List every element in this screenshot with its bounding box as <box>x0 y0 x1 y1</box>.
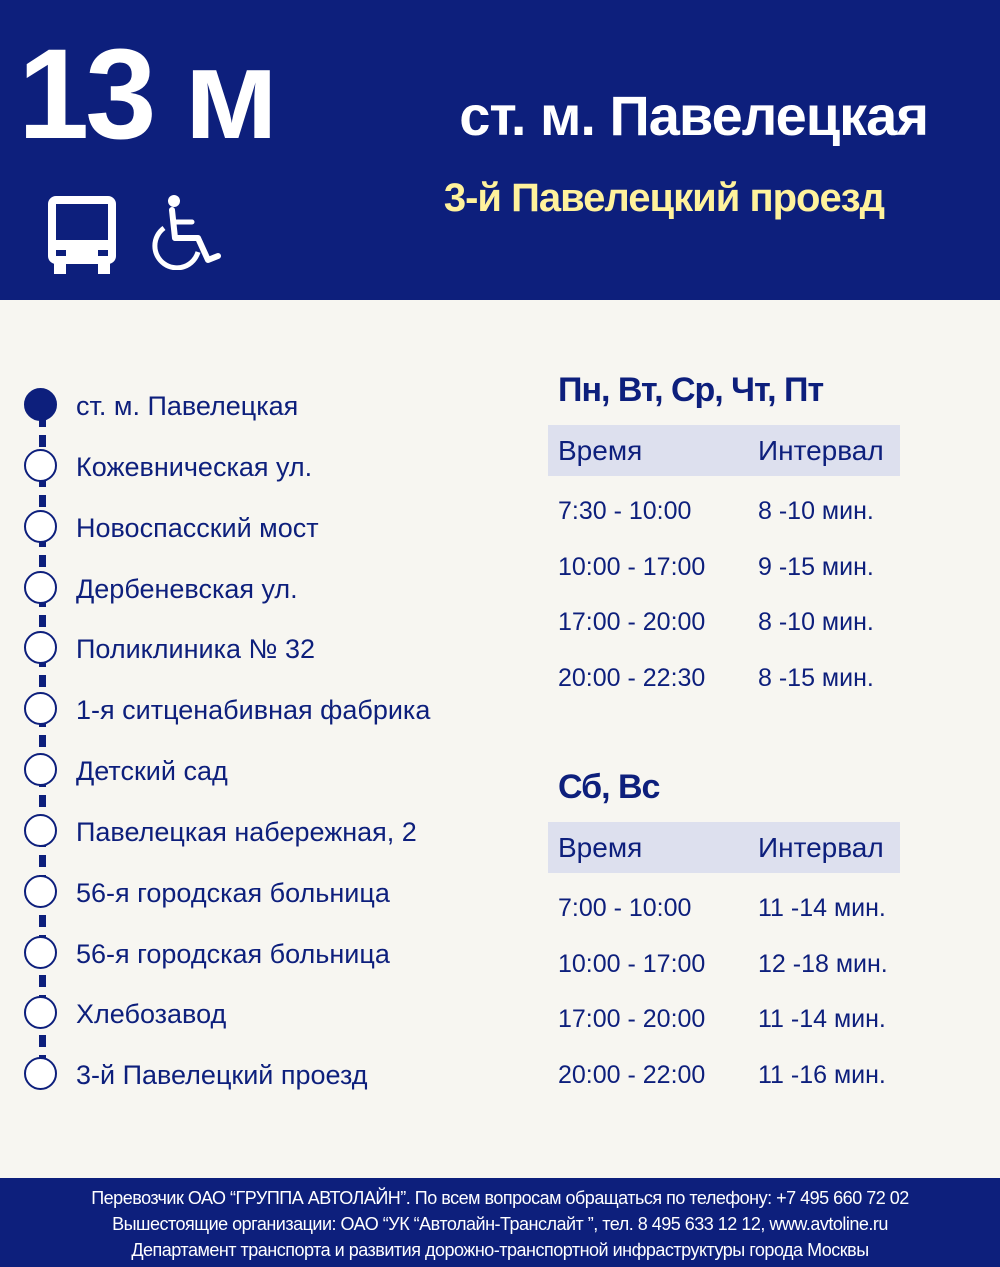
time-cell: 20:00 - 22:30 <box>558 663 706 692</box>
stop-list <box>0 360 520 1120</box>
interval-cell: 9 -15 мин. <box>758 552 874 581</box>
stop-item <box>0 375 520 421</box>
time-cell: 20:00 - 22:00 <box>558 1060 706 1089</box>
schedule-row <box>548 587 900 643</box>
interval-cell: 11 -14 мин. <box>758 1005 886 1033</box>
stop-name: Детский сад <box>76 756 228 786</box>
schedule-title: Сб, Вс <box>558 768 660 806</box>
stop-item <box>0 740 520 786</box>
stop-name: Павелецкая набережная, 2 <box>76 817 417 847</box>
stop-item <box>0 497 520 543</box>
interval-cell: 11 -16 мин. <box>758 1060 886 1089</box>
schedule-title: Пн, Вт, Ср, Чт, Пт <box>558 371 824 409</box>
time-cell: 17:00 - 20:00 <box>558 608 706 636</box>
schedule-row <box>548 984 900 1040</box>
stop-name: Поликлиника № 32 <box>76 634 316 664</box>
interval-cell: 11 -14 мин. <box>758 894 886 922</box>
stop-marker <box>24 571 57 604</box>
interval-cell: 12 -18 мин. <box>758 949 888 978</box>
stop-marker <box>24 996 57 1029</box>
parent-organizations: Вышестоящие организации: ОАО “УК “Автолайн-Транслайт ”, тел. 8 495 633 12 12, www.avtoline.ru <box>112 1214 888 1234</box>
schedule-row <box>548 873 900 929</box>
stop-item <box>0 923 520 969</box>
interval-cell: 8 -10 мин. <box>758 497 874 525</box>
stop-marker <box>24 875 57 908</box>
stop-item <box>0 983 520 1029</box>
stop-marker <box>24 753 57 786</box>
schedule-row <box>548 476 900 532</box>
stop-marker <box>24 510 57 543</box>
time-cell: 7:00 - 10:00 <box>558 894 692 922</box>
current-stop-marker <box>24 388 57 421</box>
stop-marker <box>24 631 57 664</box>
interval-cell: 8 -10 мин. <box>758 608 874 636</box>
stop-marker <box>24 1057 57 1090</box>
time-column-header: Время <box>558 435 643 466</box>
schedule-header <box>548 425 900 476</box>
time-cell: 17:00 - 20:00 <box>558 1005 706 1033</box>
weekday-schedule <box>548 365 900 698</box>
stop-item <box>0 862 520 908</box>
route-header <box>0 0 1000 300</box>
route-origin: ст. м. Павелецкая <box>459 84 928 147</box>
time-cell: 10:00 - 17:00 <box>558 552 706 581</box>
time-column-header: Время <box>558 832 643 863</box>
stop-item <box>0 436 520 482</box>
stop-item <box>0 1044 520 1090</box>
stop-item <box>0 618 520 664</box>
stop-marker <box>24 936 57 969</box>
route-number: 13 м <box>18 23 275 166</box>
schedule-row <box>548 929 900 985</box>
stop-name: ст. м. Павелецкая <box>76 391 299 421</box>
time-cell: 10:00 - 17:00 <box>558 949 706 978</box>
interval-column-header: Интервал <box>758 435 884 466</box>
route-destination: 3-й Павелецкий проезд <box>443 176 884 220</box>
bus-icon <box>46 194 118 276</box>
schedule-row <box>548 643 900 699</box>
carrier-info: Перевозчик ОАО “ГРУППА АВТОЛАЙН”. По всем вопросам обращаться по телефону: +7 495 660 72 02 <box>91 1188 909 1208</box>
stop-name: Хлебозавод <box>76 999 227 1029</box>
time-cell: 7:30 - 10:00 <box>558 497 692 525</box>
schedule-header <box>548 822 900 873</box>
interval-cell: 8 -15 мин. <box>758 663 874 692</box>
weekend-schedule <box>548 762 900 1095</box>
stop-name: Новоспасский мост <box>76 513 319 543</box>
stop-name: 56-я городская больница <box>76 939 390 969</box>
wheelchair-icon <box>150 194 226 270</box>
stop-name: Кожевническая ул. <box>76 452 313 482</box>
department-name: Департамент транспорта и развития дорожно-транспортной инфраструктуры города Москвы <box>131 1240 869 1260</box>
schedule-row <box>548 532 900 588</box>
stop-name: Дербеневская ул. <box>76 574 298 604</box>
interval-column-header: Интервал <box>758 832 884 863</box>
stop-marker <box>24 449 57 482</box>
stop-name: 1-я ситценабивная фабрика <box>76 695 431 725</box>
stop-marker <box>24 692 57 725</box>
stop-item <box>0 679 520 725</box>
stop-item <box>0 801 520 847</box>
stop-name: 3-й Павелецкий проезд <box>76 1060 368 1090</box>
stop-name: 56-я городская больница <box>76 878 390 908</box>
footer <box>0 1178 1000 1267</box>
stop-marker <box>24 814 57 847</box>
schedule-row <box>548 1040 900 1096</box>
stop-item <box>0 558 520 604</box>
